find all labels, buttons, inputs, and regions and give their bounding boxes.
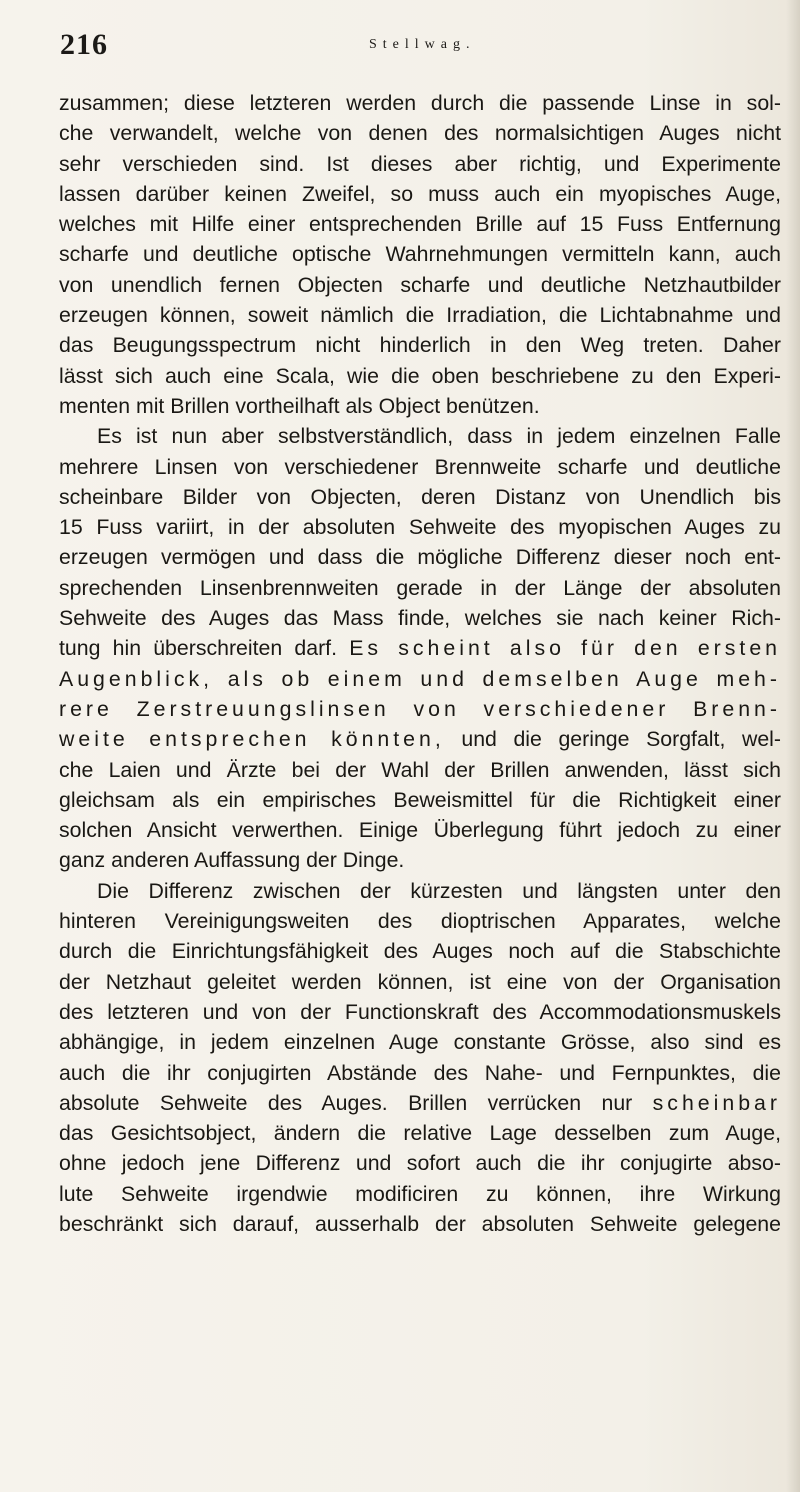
text-segment: absolute Sehweite des Auges. Brillen verrücken nur bbox=[59, 1090, 633, 1115]
page-header bbox=[60, 28, 760, 68]
page-number: 216 bbox=[60, 28, 108, 61]
text-line: 15 Fuss variirt, in der absoluten Sehweite des myopischen Auges zu bbox=[59, 515, 781, 540]
text-line: der Netzhaut geleitet werden können, ist eine von der Organisation bbox=[59, 969, 781, 994]
text-line: welches mit Hilfe einer entsprechenden Brille auf 15 Fuss Entfernung bbox=[59, 212, 781, 237]
body-text bbox=[59, 88, 781, 1239]
text-line: hinteren Vereinigungsweiten des dioptrischen Apparates, welche bbox=[59, 909, 781, 934]
text-line: erzeugen können, soweit nämlich die Irradiation, die Lichtabnahme und bbox=[59, 303, 781, 328]
text-line: menten mit Brillen vortheilhaft als Object benützen. bbox=[59, 393, 540, 418]
text-line: solchen Ansicht verwerthen. Einige Überlegung führt jedoch zu einer bbox=[59, 818, 781, 843]
emphasized-text: weite entsprechen könnten, bbox=[59, 727, 445, 752]
emphasized-text: scheinbar bbox=[652, 1090, 781, 1115]
text-line: scharfe und deutliche optische Wahrnehmungen vermitteln kann, auch bbox=[59, 242, 781, 267]
text-segment: und die geringe Sorgfalt, wel- bbox=[461, 727, 781, 752]
text-line: erzeugen vermögen und dass die mögliche Differenz dieser noch ent- bbox=[59, 545, 781, 570]
text-line: beschränkt sich darauf, ausserhalb der absoluten Sehweite gelegene bbox=[59, 1211, 781, 1236]
text-line: abhängige, in jedem einzelnen Auge constante Grösse, also sind es bbox=[59, 1030, 781, 1055]
text-line: sprechenden Linsenbrennweiten gerade in der Länge der absoluten bbox=[59, 575, 781, 600]
text-line: scheinbare Bilder von Objecten, deren Distanz von Unendlich bis bbox=[59, 484, 781, 509]
text-line: lute Sehweite irgendwie modificiren zu können, ihre Wirkung bbox=[59, 1181, 781, 1206]
text-line: Die Differenz zwischen der kürzesten und längsten unter den bbox=[97, 878, 781, 903]
text-line-emphasized: rere Zerstreuungslinsen von verschiedener Brenn- bbox=[59, 696, 781, 721]
text-line-mixed bbox=[59, 633, 781, 663]
text-line: Sehweite des Auges das Mass finde, welches sie nach keiner Rich- bbox=[59, 606, 781, 631]
text-line: zusammen; diese letzteren werden durch die passende Linse in sol- bbox=[59, 91, 781, 115]
text-line-mixed bbox=[59, 1088, 781, 1118]
text-line-emphasized: Augenblick, als ob einem und demselben Auge meh- bbox=[59, 666, 781, 691]
text-line: durch die Einrichtungsfähigkeit des Auges noch auf die Stabschichte bbox=[59, 939, 781, 964]
text-line: gleichsam als ein empirisches Beweismittel für die Richtigkeit einer bbox=[59, 787, 781, 812]
text-line: ohne jedoch jene Differenz und sofort auch die ihr conjugirte abso- bbox=[59, 1151, 781, 1176]
text-line: das Gesichtsobject, ändern die relative Lage desselben zum Auge, bbox=[59, 1121, 781, 1146]
text-line: das Beugungsspectrum nicht hinderlich in den Weg treten. Daher bbox=[59, 333, 781, 358]
text-line: mehrere Linsen von verschiedener Brennweite scharfe und deutliche bbox=[59, 454, 781, 479]
text-line: ganz anderen Auffassung der Dinge. bbox=[59, 848, 405, 873]
text-line: lassen darüber keinen Zweifel, so muss auch ein myopisches Auge, bbox=[59, 181, 781, 206]
text-line: auch die ihr conjugirten Abstände des Nahe- und Fernpunktes, die bbox=[59, 1060, 781, 1085]
text-line: che verwandelt, welche von denen des normalsichtigen Auges nicht bbox=[59, 121, 781, 146]
text-line: des letzteren und von der Functionskraft des Accommodationsmuskels bbox=[59, 999, 781, 1024]
text-line: sehr verschieden sind. Ist dieses aber richtig, und Experimente bbox=[59, 151, 781, 176]
text-segment: tung hin überschreiten darf. bbox=[59, 636, 338, 661]
page-edge-shadow bbox=[786, 0, 800, 1492]
text-line-mixed bbox=[59, 724, 781, 754]
text-line: che Laien und Ärzte bei der Wahl der Brillen anwenden, lässt sich bbox=[59, 757, 781, 782]
running-head: Stellwag. bbox=[369, 37, 476, 52]
emphasized-text: Es scheint also für den ersten bbox=[349, 636, 782, 661]
text-line: von unendlich fernen Objecten scharfe und deutliche Netzhautbilder bbox=[59, 272, 781, 297]
text-line: Es ist nun aber selbstverständlich, dass in jedem einzelnen Falle bbox=[97, 424, 781, 449]
text-line: lässt sich auch eine Scala, wie die oben beschriebene zu den Experi- bbox=[59, 363, 781, 388]
